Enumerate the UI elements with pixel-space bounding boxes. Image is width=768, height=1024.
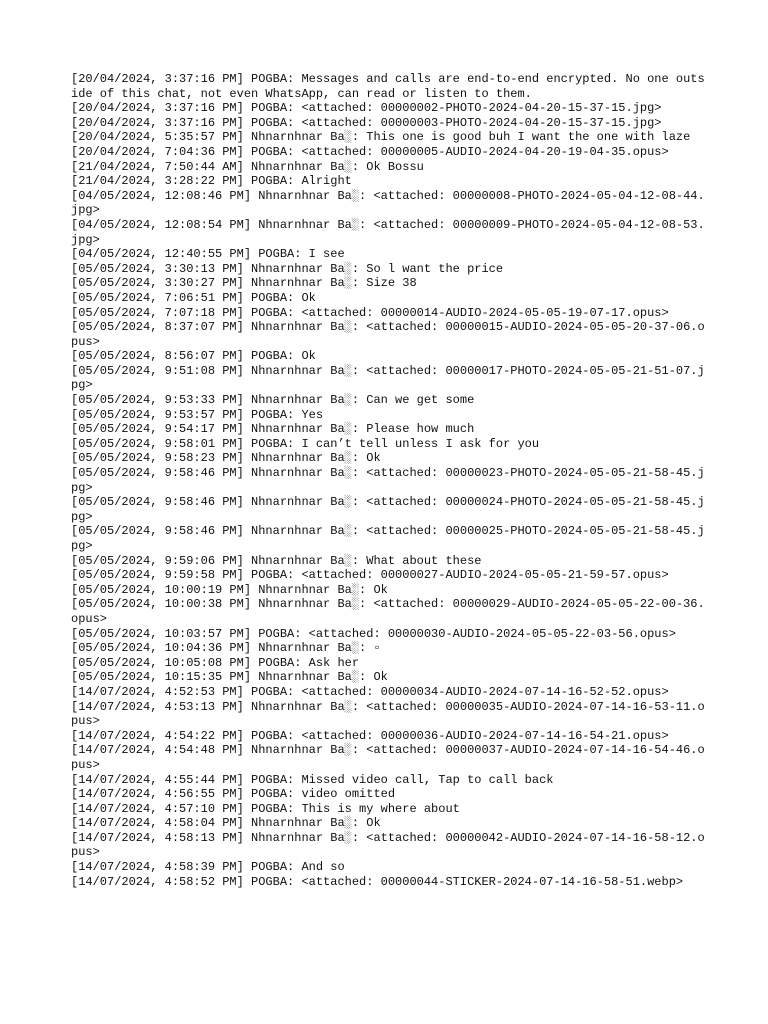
chat-message-line: [05/05/2024, 10:03:57 PM] POGBA: <attached: 00000030-AUDIO-2024-05-05-22-03-56.opus> <box>71 626 676 641</box>
chat-message-line: [05/05/2024, 9:58:46 PM] Nhnarnhnar Ba░: <attached: 00000024-PHOTO-2024-05-05-21-58-45.jpg> <box>71 495 705 524</box>
chat-message-line: [05/05/2024, 10:15:35 PM] Nhnarnhnar Ba░: Ok <box>71 670 388 685</box>
chat-message-line: [20/04/2024, 7:04:36 PM] POGBA: <attached: 00000005-AUDIO-2024-04-20-19-04-35.opus> <box>71 144 669 159</box>
chat-message-line: [05/05/2024, 9:58:46 PM] Nhnarnhnar Ba░: <attached: 00000023-PHOTO-2024-05-05-21-58-45.jpg> <box>71 466 705 495</box>
chat-message-line: [14/07/2024, 4:53:13 PM] Nhnarnhnar Ba░: <attached: 00000035-AUDIO-2024-07-14-16-53-11.opus> <box>71 699 705 729</box>
chat-message-line: [21/04/2024, 7:50:44 AM] Nhnarnhnar Ba░: Ok Bossu <box>71 159 424 174</box>
chat-message-line: [05/05/2024, 9:58:23 PM] Nhnarnhnar Ba░: Ok <box>71 451 381 466</box>
chat-message-line: [05/05/2024, 9:58:01 PM] POGBA: I can’t tell unless I ask for you <box>71 436 540 451</box>
chat-message-line: [05/05/2024, 3:30:27 PM] Nhnarnhnar Ba░: Size 38 <box>71 276 417 291</box>
chat-message-line: [21/04/2024, 3:28:22 PM] POGBA: Alright <box>71 174 352 189</box>
chat-message-line: [05/05/2024, 9:54:17 PM] Nhnarnhnar Ba░: Please how much <box>71 422 475 437</box>
chat-message-line: [05/05/2024, 8:37:07 PM] Nhnarnhnar Ba░: <attached: 00000015-AUDIO-2024-05-05-20-37-06.opus> <box>71 320 705 349</box>
chat-message-line: [05/05/2024, 10:05:08 PM] POGBA: Ask her <box>71 655 360 670</box>
chat-message-line: [14/07/2024, 4:57:10 PM] POGBA: This is my where about <box>71 801 460 816</box>
chat-message-line: [05/05/2024, 9:58:46 PM] Nhnarnhnar Ba░: <attached: 00000025-PHOTO-2024-05-05-21-58-45.jpg> <box>71 524 705 553</box>
chat-message-line: [05/05/2024, 8:56:07 PM] POGBA: Ok <box>71 349 316 364</box>
chat-message-line: [14/07/2024, 4:54:48 PM] Nhnarnhnar Ba░: <attached: 00000037-AUDIO-2024-07-14-16-54-46.opus> <box>71 743 705 772</box>
chat-message-line: [05/05/2024, 7:06:51 PM] POGBA: Ok <box>71 290 316 305</box>
chat-message-line: [05/05/2024, 10:04:36 PM] Nhnarnhnar Ba░: ▫ <box>71 641 381 656</box>
chat-message-line: [05/05/2024, 10:00:38 PM] Nhnarnhnar Ba░: <attached: 00000029-AUDIO-2024-05-05-22-00-36.opus> <box>71 597 705 626</box>
chat-transcript <box>71 72 711 889</box>
chat-message-line: [14/07/2024, 4:58:52 PM] POGBA: <attached: 00000044-STICKER-2024-07-14-16-58-51.webp> <box>71 874 684 889</box>
chat-message-line: [04/05/2024, 12:08:54 PM] Nhnarnhnar Ba░: <attached: 00000009-PHOTO-2024-05-04-12-08-53.jpg> <box>71 217 705 247</box>
chat-message-line: [05/05/2024, 9:51:08 PM] Nhnarnhnar Ba░: <attached: 00000017-PHOTO-2024-05-05-21-51-07.jpg> <box>71 363 705 393</box>
chat-message-line: [20/04/2024, 3:37:16 PM] POGBA: Messages and calls are end-to-end encrypted. No one outside of this chat, not even WhatsApp, can read or listen to them. <box>71 72 705 101</box>
chat-message-line: [05/05/2024, 10:00:19 PM] Nhnarnhnar Ba░: Ok <box>71 582 388 597</box>
chat-message-line: [04/05/2024, 12:08:46 PM] Nhnarnhnar Ba░: <attached: 00000008-PHOTO-2024-05-04-12-08-44.jpg> <box>71 188 705 218</box>
chat-message-line: [20/04/2024, 5:35:57 PM] Nhnarnhnar Ba░: This one is good buh I want the one with laze <box>71 130 691 145</box>
chat-message-line: [05/05/2024, 9:59:06 PM] Nhnarnhnar Ba░: What about these <box>71 553 482 568</box>
chat-message-line: [14/07/2024, 4:56:55 PM] POGBA: video omitted <box>71 787 396 802</box>
chat-message-line: [05/05/2024, 9:53:33 PM] Nhnarnhnar Ba░: Can we get some <box>71 393 475 408</box>
chat-message-line: [05/05/2024, 3:30:13 PM] Nhnarnhnar Ba░: So l want the price <box>71 261 504 276</box>
chat-message-line: [05/05/2024, 9:59:58 PM] POGBA: <attached: 00000027-AUDIO-2024-05-05-21-59-57.opus> <box>71 568 669 583</box>
chat-message-line: [20/04/2024, 3:37:16 PM] POGBA: <attached: 00000003-PHOTO-2024-04-20-15-37-15.jpg> <box>71 115 662 130</box>
chat-message-line: [14/07/2024, 4:58:39 PM] POGBA: And so <box>71 860 345 875</box>
chat-message-line: [05/05/2024, 7:07:18 PM] POGBA: <attached: 00000014-AUDIO-2024-05-05-19-07-17.opus> <box>71 305 669 320</box>
chat-message-line: [04/05/2024, 12:40:55 PM] POGBA: I see <box>71 247 345 262</box>
chat-message-line: [05/05/2024, 9:53:57 PM] POGBA: Yes <box>71 407 324 422</box>
chat-message-line: [14/07/2024, 4:52:53 PM] POGBA: <attached: 00000034-AUDIO-2024-07-14-16-52-52.opus> <box>71 684 669 699</box>
chat-message-line: [14/07/2024, 4:54:22 PM] POGBA: <attached: 00000036-AUDIO-2024-07-14-16-54-21.opus> <box>71 728 669 743</box>
chat-message-line: [14/07/2024, 4:55:44 PM] POGBA: Missed video call, Tap to call back <box>71 772 554 787</box>
chat-message-line: [20/04/2024, 3:37:16 PM] POGBA: <attached: 00000002-PHOTO-2024-04-20-15-37-15.jpg> <box>71 101 662 116</box>
chat-message-line: [14/07/2024, 4:58:13 PM] Nhnarnhnar Ba░: <attached: 00000042-AUDIO-2024-07-14-16-58-12.opus> <box>71 830 705 860</box>
chat-message-line: [14/07/2024, 4:58:04 PM] Nhnarnhnar Ba░: Ok <box>71 816 381 831</box>
